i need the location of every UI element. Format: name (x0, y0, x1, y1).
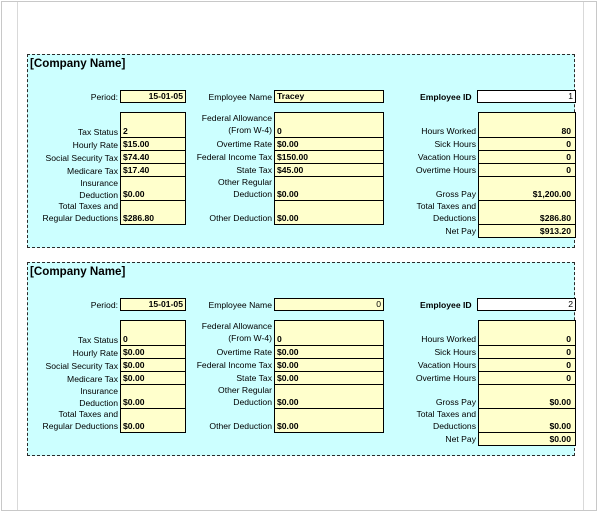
company-name: [Company Name] (30, 265, 126, 278)
regular-deductions-label: Regular Deductions (42, 213, 118, 223)
insurance-deduction-value[interactable]: $0.00 (123, 189, 145, 199)
grid-line (17, 2, 18, 510)
state-tax-label: State Tax (236, 373, 272, 383)
hourly-rate-label: Hourly Rate (72, 348, 118, 358)
state-tax-value[interactable]: $45.00 (277, 165, 304, 175)
total-taxes-label: Total Taxes and (58, 409, 118, 419)
other-regular-deduction-value[interactable]: $0.00 (277, 189, 299, 199)
total-taxes-label: Total Taxes and (58, 201, 118, 211)
insurance-label: Insurance (80, 178, 118, 188)
net-pay-label: Net Pay (445, 226, 476, 236)
net-pay-value[interactable]: $913.20 (539, 226, 571, 236)
pay-slip (27, 54, 575, 248)
federal-income-tax-label: Federal Income Tax (196, 152, 272, 162)
total-taxes-value[interactable]: $0.00 (123, 421, 145, 431)
mid-deduction-label: Deduction (233, 189, 272, 199)
state-tax-label: State Tax (236, 165, 272, 175)
federal-income-tax-label: Federal Income Tax (196, 360, 272, 370)
medicare-tax-label: Medicare Tax (67, 374, 118, 384)
gross-pay-value[interactable]: $0.00 (549, 397, 571, 407)
medicare-tax-label: Medicare Tax (67, 166, 118, 176)
total-deductions-value[interactable]: $286.80 (539, 213, 571, 223)
tax-status-label: Tax Status (77, 127, 118, 137)
insurance-deduction-value[interactable]: $0.00 (123, 397, 145, 407)
tax-status-value[interactable]: 0 (123, 334, 128, 344)
total-taxes-and-label: Total Taxes and (416, 201, 476, 211)
overtime-hours-label: Overtime Hours (415, 373, 476, 383)
deduction-label: Deduction (79, 398, 118, 408)
federal-allowance-value[interactable]: 0 (277, 334, 282, 344)
employee-name-value[interactable]: Tracey (274, 90, 384, 103)
hours-worked-label: Hours Worked (421, 334, 476, 344)
overtime-rate-value[interactable]: $0.00 (277, 139, 299, 149)
from-w4-label: (From W-4) (228, 333, 272, 343)
overtime-rate-label: Overtime Rate (216, 347, 272, 357)
employee-name-label: Employee Name (208, 300, 272, 310)
insurance-label: Insurance (80, 386, 118, 396)
net-pay-label: Net Pay (445, 434, 476, 444)
total-taxes-value[interactable]: $286.80 (123, 213, 155, 223)
grid-line (583, 2, 584, 510)
hourly-rate-value[interactable]: $0.00 (123, 347, 145, 357)
vacation-hours-label: Vacation Hours (417, 360, 476, 370)
gross-pay-label: Gross Pay (435, 397, 476, 407)
hours-worked-label: Hours Worked (421, 126, 476, 136)
other-deduction-value[interactable]: $0.00 (277, 213, 299, 223)
federal-allowance-label: Federal Allowance (201, 113, 272, 123)
period-label: Period: (90, 300, 118, 310)
social-security-tax-value[interactable]: $0.00 (123, 360, 145, 370)
company-name: [Company Name] (30, 57, 126, 70)
mid-deduction-label: Deduction (233, 397, 272, 407)
vacation-hours-value[interactable]: 0 (566, 360, 571, 370)
from-w4-label: (From W-4) (228, 125, 272, 135)
total-taxes-and-label: Total Taxes and (416, 409, 476, 419)
regular-deductions-label: Regular Deductions (42, 421, 118, 431)
vacation-hours-value[interactable]: 0 (566, 152, 571, 162)
overtime-rate-value[interactable]: $0.00 (277, 347, 299, 357)
deduction-label: Deduction (79, 190, 118, 200)
sick-hours-label: Sick Hours (434, 347, 476, 357)
federal-allowance-label: Federal Allowance (201, 321, 272, 331)
period-value[interactable]: 15-01-05 (120, 298, 186, 311)
sick-hours-value[interactable]: 0 (566, 139, 571, 149)
overtime-hours-value[interactable]: 0 (566, 373, 571, 383)
employee-id-value[interactable]: 1 (477, 90, 576, 103)
federal-income-tax-value[interactable]: $0.00 (277, 360, 299, 370)
medicare-tax-value[interactable]: $0.00 (123, 373, 145, 383)
gross-pay-label: Gross Pay (435, 189, 476, 199)
overtime-rate-label: Overtime Rate (216, 139, 272, 149)
tax-status-label: Tax Status (77, 335, 118, 345)
social-security-tax-value[interactable]: $74.40 (123, 152, 150, 162)
deductions-label: Deductions (433, 421, 476, 431)
other-regular-label: Other Regular (218, 385, 272, 395)
hourly-rate-label: Hourly Rate (72, 140, 118, 150)
employee-id-label: Employee ID (420, 300, 472, 310)
hours-worked-value[interactable]: 0 (566, 334, 571, 344)
overtime-hours-label: Overtime Hours (415, 165, 476, 175)
employee-name-label: Employee Name (208, 92, 272, 102)
social-security-tax-label: Social Security Tax (45, 153, 118, 163)
employee-id-value[interactable]: 2 (477, 298, 576, 311)
federal-allowance-value[interactable]: 0 (277, 126, 282, 136)
tax-status-value[interactable]: 2 (123, 126, 128, 136)
medicare-tax-value[interactable]: $17.40 (123, 165, 150, 175)
employee-name-value[interactable]: 0 (274, 298, 384, 311)
deductions-label: Deductions (433, 213, 476, 223)
overtime-hours-value[interactable]: 0 (566, 165, 571, 175)
sick-hours-label: Sick Hours (434, 139, 476, 149)
other-regular-deduction-value[interactable]: $0.00 (277, 397, 299, 407)
period-value[interactable]: 15-01-05 (120, 90, 186, 103)
other-regular-label: Other Regular (218, 177, 272, 187)
vacation-hours-label: Vacation Hours (417, 152, 476, 162)
other-deduction-value[interactable]: $0.00 (277, 421, 299, 431)
hourly-rate-value[interactable]: $15.00 (123, 139, 150, 149)
other-deduction-label: Other Deduction (209, 213, 272, 223)
state-tax-value[interactable]: $0.00 (277, 373, 299, 383)
social-security-tax-label: Social Security Tax (45, 361, 118, 371)
hours-worked-value[interactable]: 80 (561, 126, 571, 136)
period-label: Period: (90, 92, 118, 102)
federal-income-tax-value[interactable]: $150.00 (277, 152, 309, 162)
employee-id-label: Employee ID (420, 92, 472, 102)
total-deductions-value[interactable]: $0.00 (549, 421, 571, 431)
sick-hours-value[interactable]: 0 (566, 347, 571, 357)
gross-pay-value[interactable]: $1,200.00 (532, 189, 571, 199)
pay-slip (27, 262, 575, 456)
net-pay-value[interactable]: $0.00 (549, 434, 571, 444)
other-deduction-label: Other Deduction (209, 421, 272, 431)
